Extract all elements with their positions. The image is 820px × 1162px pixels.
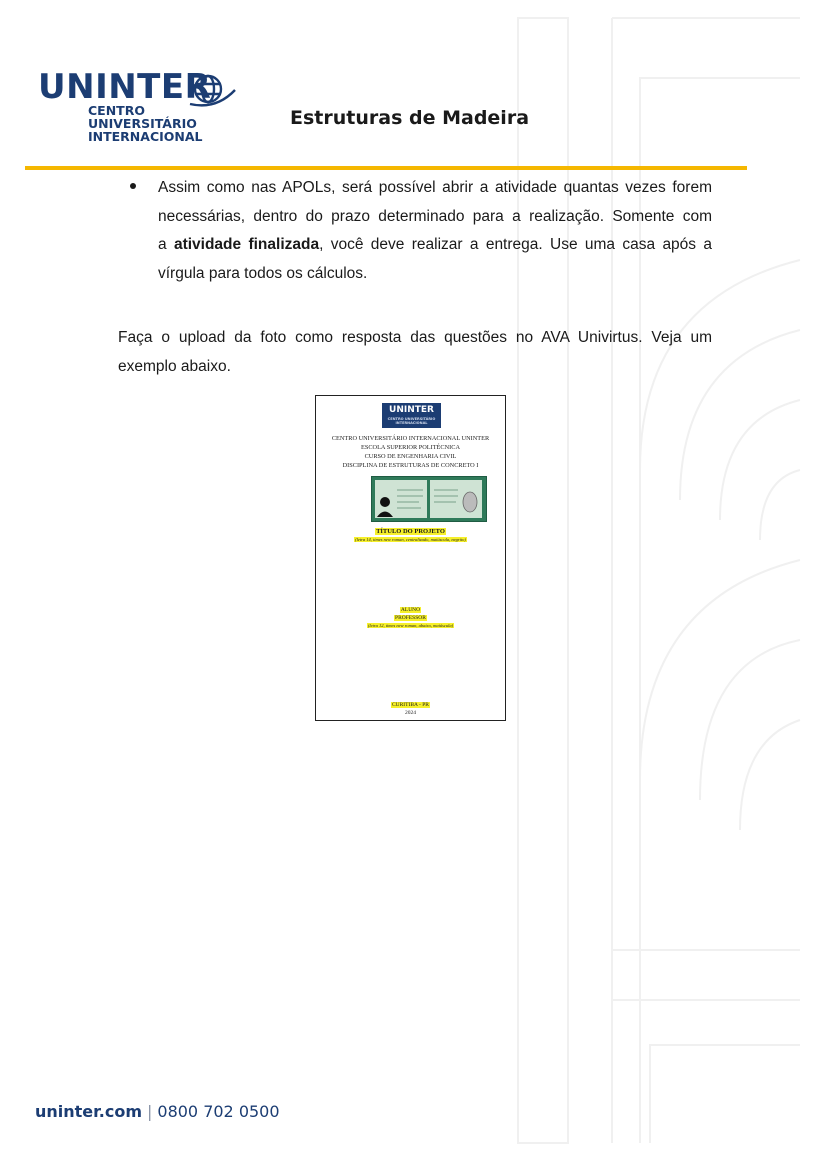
sample-professor: PROFESSOR: [395, 615, 426, 621]
bullet-line-3-post: , você deve realizar a entrega. Use uma casa após a: [319, 236, 712, 253]
sample-year: 2024: [405, 710, 416, 716]
sample-names: [316, 606, 505, 630]
sample-project-title-text: TÍTULO DO PROJETO: [376, 528, 445, 535]
logo-wordmark: UNINTER: [38, 67, 212, 107]
sample-aluno: ALUNO: [400, 607, 421, 613]
bullet-line-3-bold: atividade finalizada: [173, 236, 320, 253]
bullet-line-4: vírgula para todos os cálculos.: [158, 264, 368, 282]
person-silhouette-icon: [375, 480, 427, 518]
id-card-front: [375, 480, 427, 518]
sample-head-line: ESCOLA SUPERIOR POLITÉCNICA: [360, 444, 460, 451]
sample-id-card-photo: [371, 476, 487, 522]
sample-location: [316, 701, 505, 717]
bullet-line-3-pre: a: [158, 236, 174, 253]
id-card-back: [430, 480, 482, 518]
sample-names-note: (letra 12, times new roman, abaixo, maiúscula): [367, 623, 454, 628]
footer-phone: 0800 702 0500: [157, 1102, 280, 1121]
sample-project-note: [316, 537, 505, 542]
sample-logo-sub: CENTRO UNIVERSITÁRIO INTERNACIONAL: [387, 417, 436, 425]
upload-paragraph: [118, 324, 712, 381]
sample-logo: [382, 403, 441, 428]
page-title: Estruturas de Madeira: [290, 107, 530, 129]
header-divider: [25, 166, 747, 170]
footer-site: uninter.com: [35, 1102, 142, 1121]
bullet-item: [130, 174, 712, 288]
logo-line-universitario: UNIVERSITÁRIO: [88, 116, 197, 131]
paragraph-line-1: Faça o upload da foto como resposta das questões no AVA Univirtus. Veja um: [118, 329, 712, 346]
paragraph-line-2: exemplo abaixo.: [118, 357, 231, 375]
footer-separator: |: [147, 1102, 153, 1121]
sample-project-note-text: (letra 14, times new roman, centralizado, maiúscula, negrito): [355, 537, 466, 542]
logo-line-internacional: INTERNACIONAL: [88, 129, 203, 144]
sample-heading: [316, 434, 505, 470]
sample-head-line: CURSO DE ENGENHARIA CIVIL: [364, 453, 457, 460]
sample-city: CURITIBA - PR: [392, 702, 429, 708]
footer-contact: [35, 1102, 280, 1121]
example-cover-page: [315, 395, 506, 721]
fingerprint-icon: [430, 480, 482, 518]
bullet-dot: [130, 183, 136, 189]
sample-head-line: DISCIPLINA DE ESTRUTURAS DE CONCRETO I: [342, 462, 479, 469]
bullet-line-1: Assim como nas APOLs, será possível abrir a atividade quantas vezes forem: [158, 179, 712, 196]
uninter-logo: [38, 67, 212, 144]
sample-project-title: [316, 528, 505, 535]
logo-line-centro: CENTRO: [88, 103, 145, 118]
sample-logo-word: UNINTER: [389, 405, 434, 415]
sample-head-line: CENTRO UNIVERSITÁRIO INTERNACIONAL UNINTER: [331, 435, 490, 442]
bullet-line-2: necessárias, dentro do prazo determinado para a realização. Somente com: [158, 207, 712, 225]
globe-icon: [188, 72, 238, 112]
bullet-line-3: [130, 231, 712, 260]
